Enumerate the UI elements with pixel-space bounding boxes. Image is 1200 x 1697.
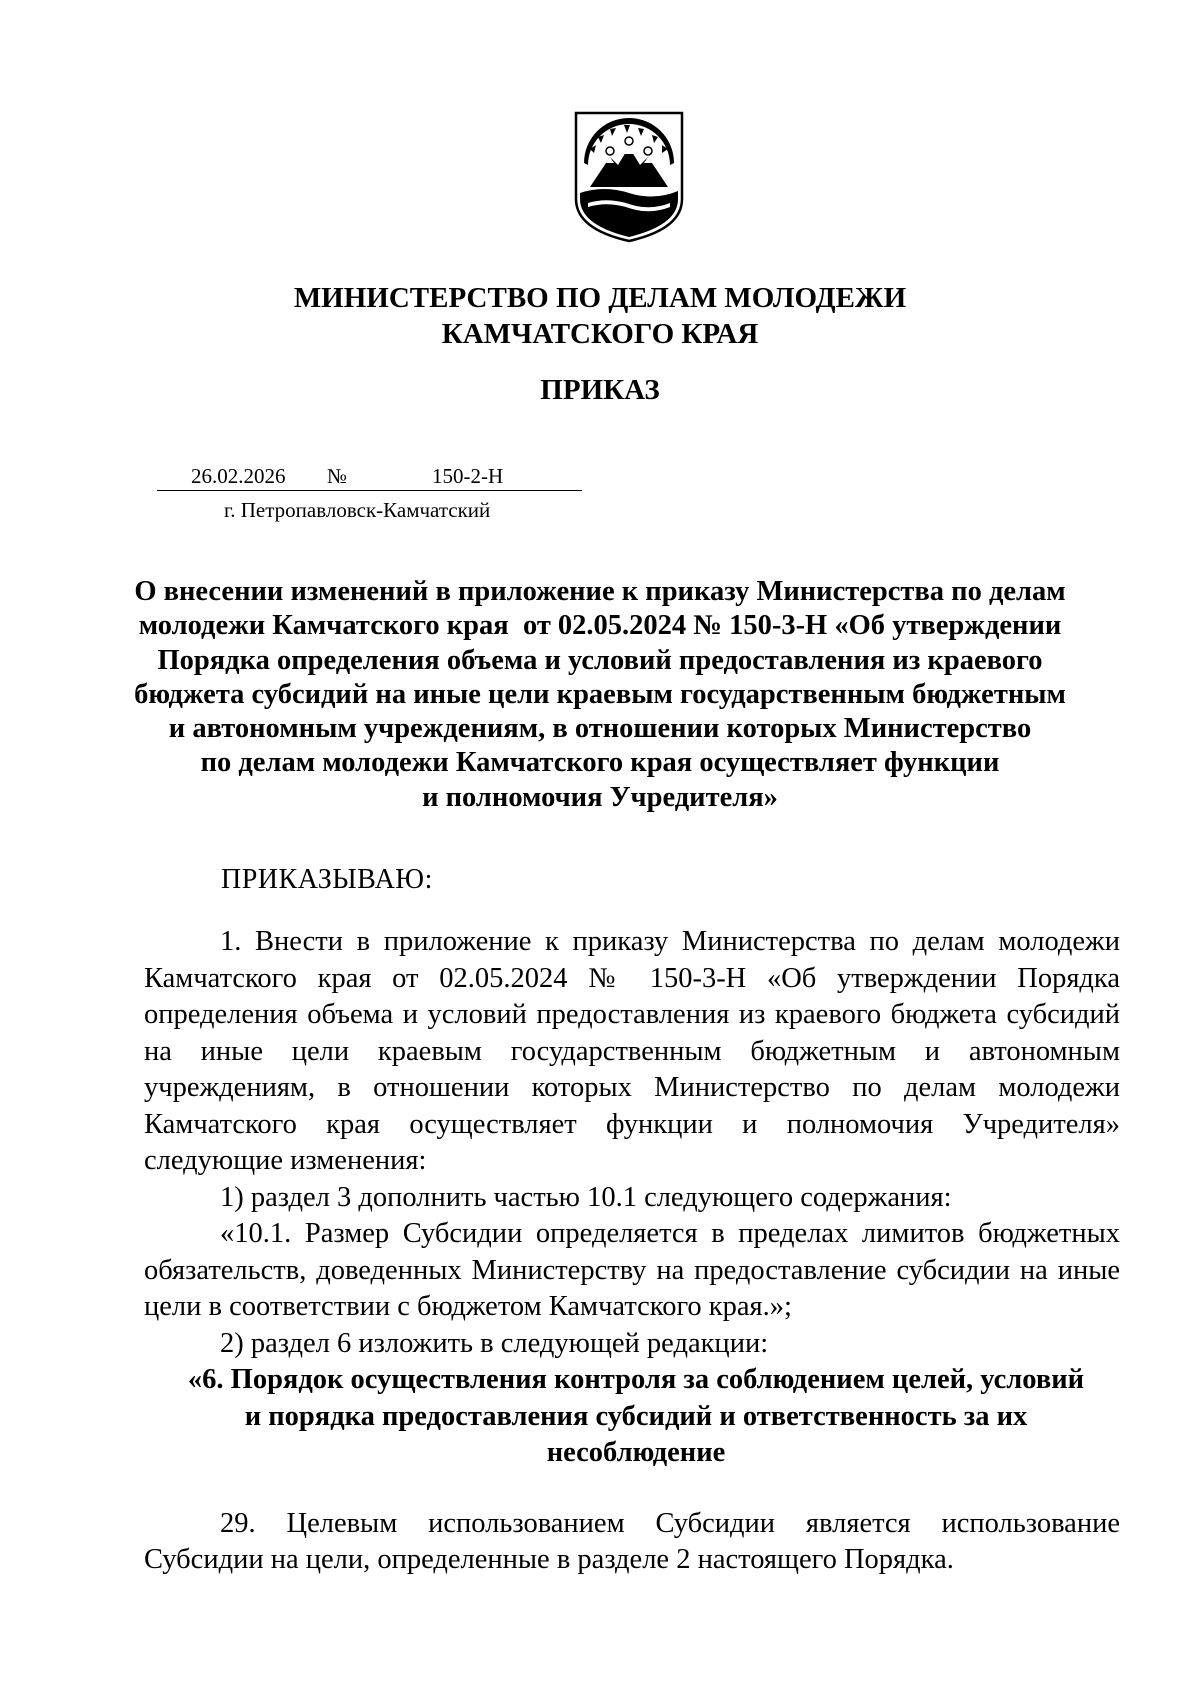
date-number-line — [157, 462, 582, 491]
title-line: молодежи Камчатского края от 02.05.2024 № 150-3-Н «Об утверждении — [138, 610, 1062, 642]
body-paragraph: 1) раздел 3 дополнить частью 10.1 следующего содержания: — [220, 1181, 952, 1213]
document-place: г. Петропавловск-Камчатский — [224, 498, 491, 522]
ministry-name-line1: МИНИСТЕРСТВО ПО ДЕЛАМ МОЛОДЕЖИ — [293, 282, 907, 314]
document-body — [144, 924, 1120, 1579]
title-line: бюджета субсидий на иные цели краевым государственным бюджетным — [134, 678, 1066, 710]
title-line: О внесении изменений в приложение к приказу Министерства по делам — [134, 576, 1066, 607]
ministry-name — [0, 280, 1200, 352]
document-title — [130, 575, 1070, 815]
title-line: по делам молодежи Камчатского края осуществляет функции — [200, 747, 1000, 779]
document-date: 26.02.2026 — [191, 464, 286, 488]
document-requisites — [157, 462, 582, 522]
body-paragraph: 1. Внести в приложение к приказу Министерства по делам молодежи Камчатского края от 02.05.2024 № 150-3-Н «Об утверждении Порядка определения объема и условий предоставления из краевого бюджета субсидий на иные цели краевым государственным бюджетным и автономным учреждениям, в отношении которых Министерство по делам молодежи Камчатского края осуществляет функции и полномочия Учредителя» следующие изменения: — [144, 926, 1120, 1176]
document-number: 150-2-Н — [432, 464, 504, 488]
directive-word: ПРИКАЗЫВАЮ: — [221, 864, 433, 895]
title-line: Порядка определения объема и условий предоставления из краевого — [157, 644, 1043, 676]
title-line: и полномочия Учредителя» — [422, 781, 778, 813]
number-sign: № — [327, 464, 348, 488]
title-line: и автономным учреждениям, в отношении которых Министерство — [168, 713, 1032, 745]
paragraph-gap — [144, 1472, 1120, 1506]
section-heading-line1: «6. Порядок осуществления контроля за соблюдением целей, условий — [187, 1364, 1085, 1395]
kamchatka-coat-of-arms-icon — [574, 111, 684, 243]
body-paragraph: 29. Целевым использованием Субсидии является использование Субсидии на цели, определенные в разделе 2 настоящего Порядка. — [144, 1507, 1120, 1575]
ministry-name-line2: КАМЧАТСКОГО КРАЯ — [441, 318, 759, 350]
section-heading — [144, 1362, 1120, 1472]
body-paragraph: 2) раздел 6 изложить в следующей редакции: — [220, 1327, 769, 1359]
section-heading-line2: и порядка предоставления субсидий и ответственность за их несоблюдение — [244, 1400, 1028, 1468]
document-type: ПРИКАЗ — [540, 374, 660, 406]
body-paragraph: «10.1. Размер Субсидии определяется в пределах лимитов бюджетных обязательств, доведенных Министерству на предоставление субсидии на иные цели в соответствии с бюджетом Камчатского края.»; — [144, 1218, 1120, 1322]
